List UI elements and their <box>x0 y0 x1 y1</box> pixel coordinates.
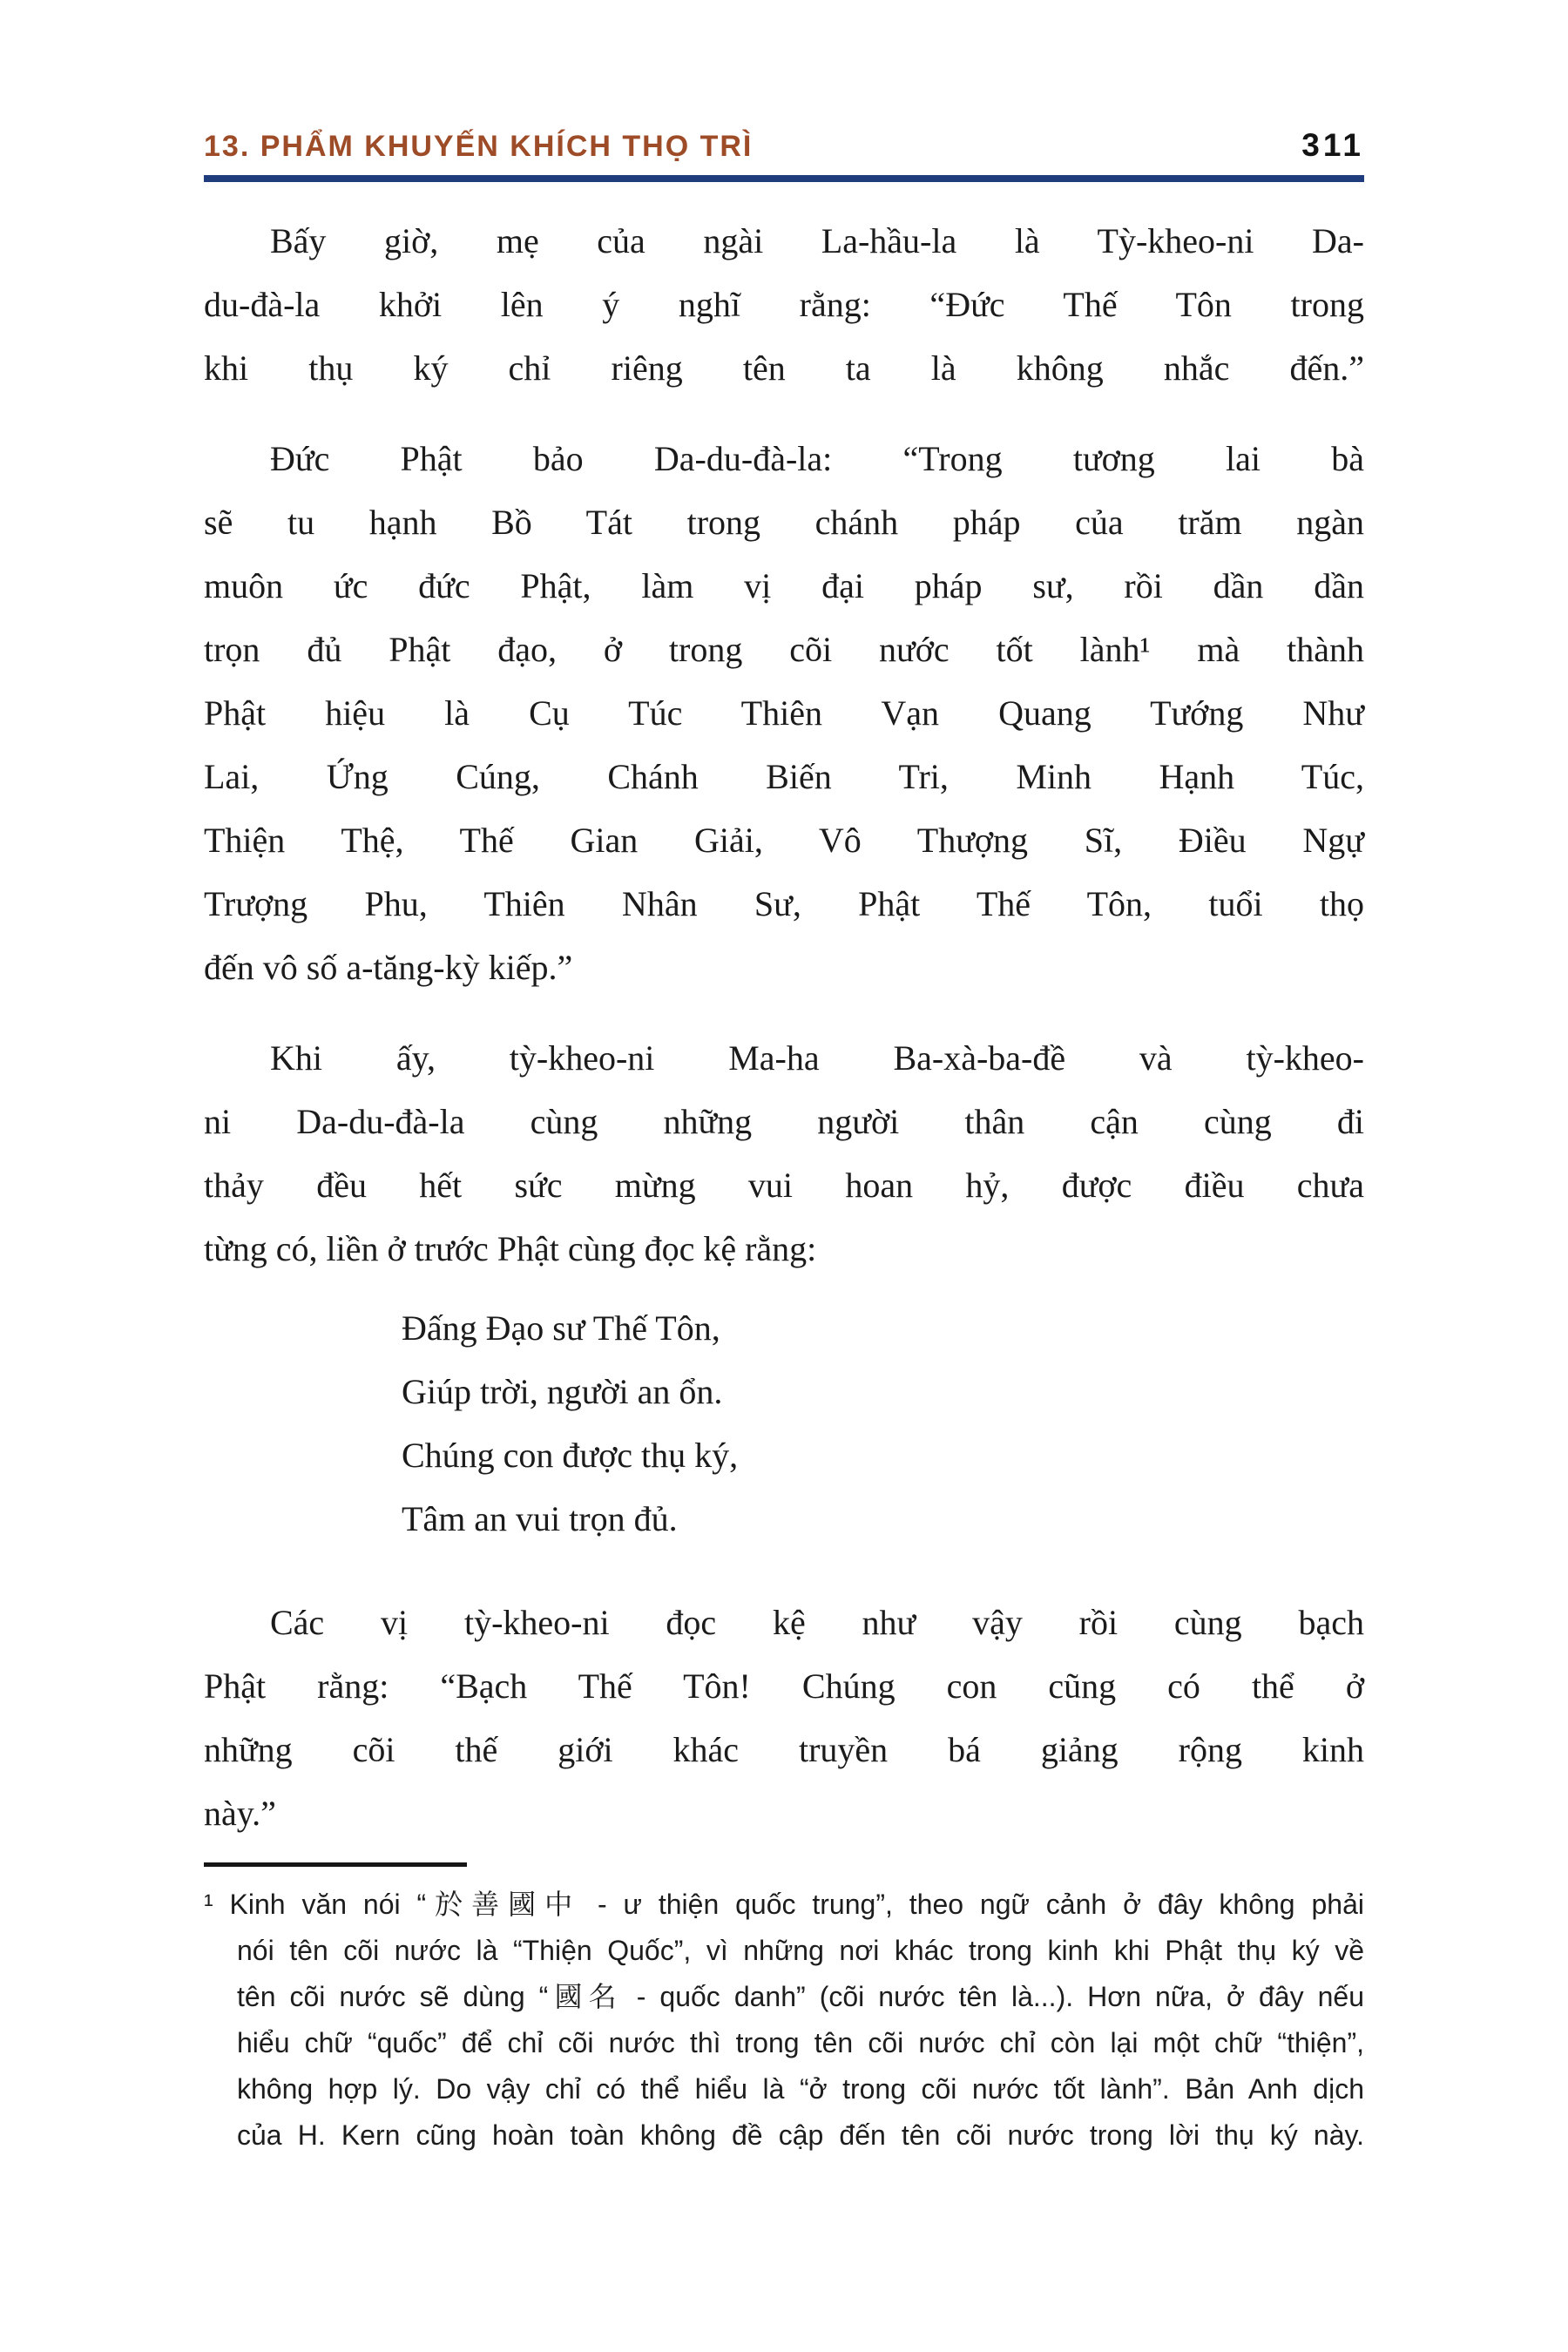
header-rule <box>204 175 1364 182</box>
verse-line: Tâm an vui trọn đủ. <box>402 1499 678 1538</box>
footnote <box>204 1882 1364 2159</box>
footnote-line: ¹ Kinh văn nói “於善國中 - ư thiện quốc trung”, theo ngữ cảnh ở đây không phải <box>204 1889 1364 1920</box>
paragraph <box>204 1026 1364 1281</box>
text-line: khi thụ ký chỉ riêng tên ta là không nhắc đến.” <box>204 348 1364 388</box>
text-line: này.” <box>204 1794 276 1833</box>
body-text <box>204 209 1364 1845</box>
footnote-line: nói tên cõi nước là “Thiện Quốc”, vì những nơi khác trong kinh khi Phật thụ ký về <box>237 1935 1364 1966</box>
text-line: Bấy giờ, mẹ của ngài La-hầu-la là Tỳ-kheo-ni Da- <box>270 221 1364 260</box>
verse-line: Chúng con được thụ ký, <box>402 1436 739 1475</box>
text-column <box>204 0 1364 2159</box>
verse-line: Giúp trời, người an ổn. <box>402 1372 723 1411</box>
footnote-line: không hợp lý. Do vậy chỉ có thể hiểu là “ở trong cõi nước tốt lành”. Bản Anh dịch <box>237 2073 1364 2105</box>
page-number: 311 <box>1301 127 1364 163</box>
verse-line: Đấng Đạo sư Thế Tôn, <box>402 1308 720 1348</box>
verse-block <box>204 1296 1364 1551</box>
text-line: Các vị tỳ-kheo-ni đọc kệ như vậy rồi cùng bạch <box>270 1603 1364 1642</box>
text-line: Lai, Ứng Cúng, Chánh Biến Tri, Minh Hạnh Túc, <box>204 757 1364 796</box>
text-line: Đức Phật bảo Da-du-đà-la: “Trong tương lai bà <box>270 439 1364 478</box>
paragraph <box>204 427 1364 999</box>
text-line: trọn đủ Phật đạo, ở trong cõi nước tốt lành¹ mà thành <box>204 630 1364 669</box>
text-line: Khi ấy, tỳ-kheo-ni Ma-ha Ba-xà-ba-đề và tỳ-kheo- <box>270 1038 1364 1078</box>
footnote-line: của H. Kern cũng hoàn toàn không đề cập đến tên cõi nước trong lời thụ ký này. <box>237 2119 1364 2151</box>
text-line: đến vô số a-tăng-kỳ kiếp.” <box>204 948 573 987</box>
footnote-line: hiểu chữ “quốc” để chỉ cõi nước thì trong tên cõi nước chỉ còn lại một chữ “thiện”, <box>237 2027 1364 2058</box>
text-line: những cõi thế giới khác truyền bá giảng rộng kinh <box>204 1730 1364 1769</box>
text-line: ni Da-du-đà-la cùng những người thân cận cùng đi <box>204 1102 1364 1141</box>
text-line: Phật rằng: “Bạch Thế Tôn! Chúng con cũng có thể ở <box>204 1666 1364 1706</box>
page-header <box>204 127 1364 164</box>
text-line: Thiện Thệ, Thế Gian Giải, Vô Thượng Sĩ, Điều Ngự <box>204 821 1364 860</box>
text-line: sẽ tu hạnh Bồ Tát trong chánh pháp của trăm ngàn <box>204 503 1364 542</box>
footnote-line: tên cõi nước sẽ dùng “國名 - quốc danh” (cõi nước tên là...). Hơn nữa, ở đây nếu <box>237 1981 1364 2012</box>
chapter-title: 13. PHẨM KHUYẾN KHÍCH THỌ TRÌ <box>204 130 754 163</box>
text-line: Trượng Phu, Thiên Nhân Sư, Phật Thế Tôn, tuổi thọ <box>204 884 1364 923</box>
text-line: du-đà-la khởi lên ý nghĩ rằng: “Đức Thế Tôn trong <box>204 285 1364 324</box>
text-line: từng có, liền ở trước Phật cùng đọc kệ rằng: <box>204 1229 817 1268</box>
text-line: thảy đều hết sức mừng vui hoan hỷ, được điều chưa <box>204 1166 1364 1205</box>
text-line: muôn ức đức Phật, làm vị đại pháp sư, rồi dần dần <box>204 566 1364 605</box>
text-line: Phật hiệu là Cụ Túc Thiên Vạn Quang Tướng Như <box>204 693 1364 733</box>
footnote-separator <box>204 1862 467 1867</box>
paragraph <box>204 1591 1364 1845</box>
paragraph <box>204 209 1364 400</box>
